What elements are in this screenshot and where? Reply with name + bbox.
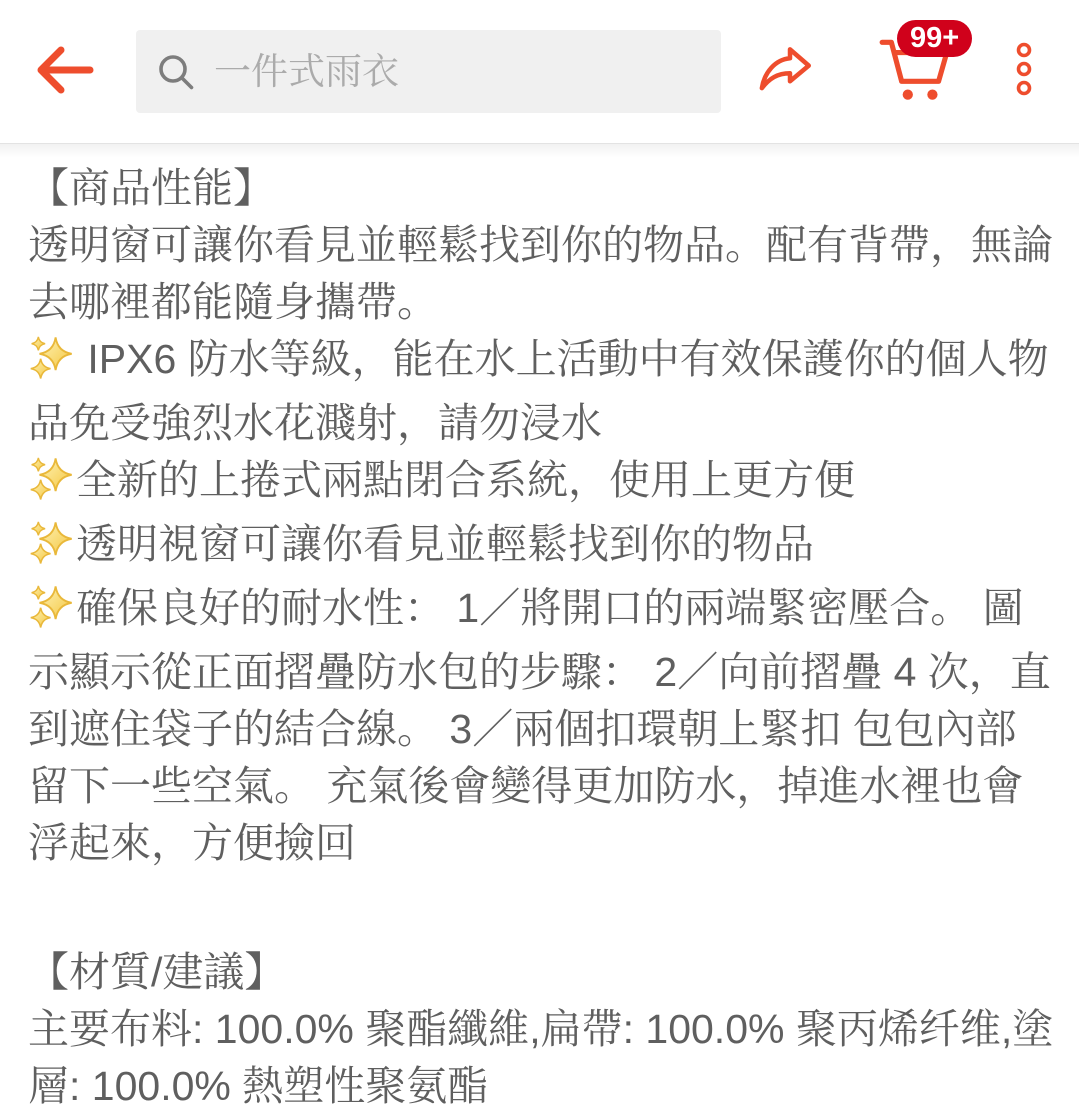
section-material-advice xyxy=(28,944,1055,1115)
share-button[interactable] xyxy=(737,29,833,115)
paragraph-text: 確保良好的耐水性： 1／將開口的兩端緊密壓合。 圖示顯示從正面摺疊防水包的步驟： 2／向前摺疊 4 次，直到遮住袋子的結合線。 3／兩個扣環朝上緊扣 包包內部留下一些空氣。 充氣後會變得更加防水，掉進水裡也會浮起來，方便撿回 xyxy=(28,585,1051,866)
paragraph-text: 全新的上捲式兩點閉合系統，使用上更方便 xyxy=(76,457,855,503)
cart-count-badge: 99+ xyxy=(897,20,972,57)
kebab-menu-icon xyxy=(1012,41,1036,102)
description-paragraph xyxy=(28,331,1055,452)
description-paragraph: 透明窗可讓你看見並輕鬆找到你的物品。配有背帶，無論去哪裡都能隨身攜帶。 xyxy=(28,222,1053,325)
search-input[interactable] xyxy=(212,50,701,94)
description-paragraph xyxy=(28,452,1055,516)
more-menu-button[interactable] xyxy=(995,24,1053,120)
cart-button[interactable] xyxy=(861,21,971,120)
description-paragraph xyxy=(28,516,1055,580)
app-header xyxy=(0,0,1079,143)
section-heading: 【材質/建議】 xyxy=(28,949,286,995)
sparkles-icon xyxy=(28,519,74,580)
description-content xyxy=(0,158,1079,1115)
search-bar[interactable] xyxy=(136,30,721,113)
sparkles-icon xyxy=(28,583,74,644)
search-icon xyxy=(156,52,196,92)
back-arrow-icon xyxy=(33,42,97,101)
sparkles-icon xyxy=(28,455,74,516)
section-heading: 【商品性能】 xyxy=(28,165,274,211)
description-paragraph xyxy=(28,580,1055,872)
back-button[interactable] xyxy=(22,29,108,115)
paragraph-text: IPX6 防水等級，能在水上活動中有效保護你的個人物品免受強烈水花濺射，請勿浸水 xyxy=(28,336,1049,446)
sparkles-icon xyxy=(28,334,74,395)
description-paragraph: 主要布料: 100.0% 聚酯纖維,扁帶: 100.0% 聚丙烯纤维,塗層: 100.0% 熱塑性聚氨酯 xyxy=(28,1006,1054,1109)
paragraph-text: 透明視窗可讓你看見並輕鬆找到你的物品 xyxy=(76,521,814,567)
section-product-performance xyxy=(28,160,1055,872)
header-shadow xyxy=(0,144,1079,158)
share-arrow-icon xyxy=(756,45,814,98)
header-actions xyxy=(737,21,1053,120)
